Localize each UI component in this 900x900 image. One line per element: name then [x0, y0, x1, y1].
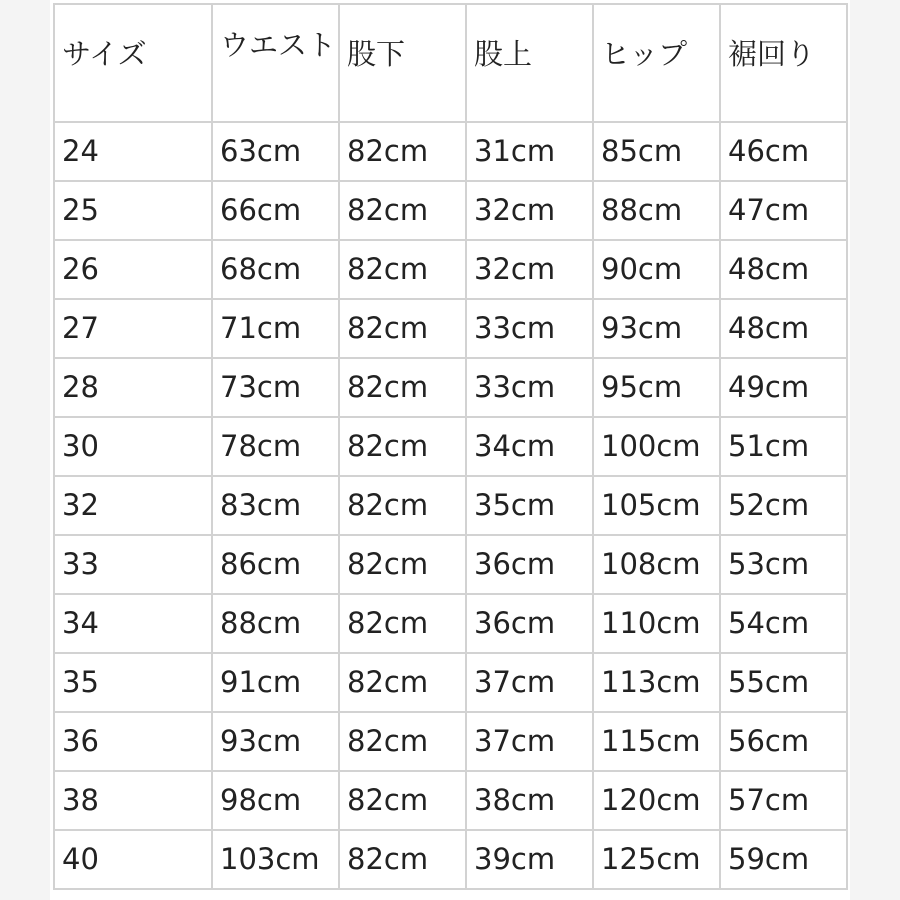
table-row: [54, 181, 847, 240]
cell-size: 25: [54, 181, 212, 240]
cell-inseam: 82cm: [339, 417, 466, 476]
cell-inseam: 82cm: [339, 712, 466, 771]
header-rise: 股上: [466, 4, 593, 122]
header-hip: ヒップ: [593, 4, 720, 122]
cell-rise: 37cm: [466, 653, 593, 712]
header-inseam: 股下: [339, 4, 466, 122]
header-hem-width: 裾回り: [720, 4, 847, 122]
cell-hip: 100cm: [593, 417, 720, 476]
cell-rise: 37cm: [466, 712, 593, 771]
cell-hip: 110cm: [593, 594, 720, 653]
cell-waist: 78cm: [212, 417, 339, 476]
table-row: [54, 476, 847, 535]
cell-size: 36: [54, 712, 212, 771]
cell-hem-width: 52cm: [720, 476, 847, 535]
cell-hem-width: 48cm: [720, 240, 847, 299]
cell-hem-width: 54cm: [720, 594, 847, 653]
cell-inseam: 82cm: [339, 122, 466, 181]
cell-size: 38: [54, 771, 212, 830]
cell-size: 33: [54, 535, 212, 594]
cell-hem-width: 53cm: [720, 535, 847, 594]
cell-waist: 86cm: [212, 535, 339, 594]
cell-inseam: 82cm: [339, 535, 466, 594]
cell-hip: 95cm: [593, 358, 720, 417]
cell-inseam: 82cm: [339, 830, 466, 889]
cell-hem-width: 48cm: [720, 299, 847, 358]
cell-inseam: 82cm: [339, 594, 466, 653]
cell-inseam: 82cm: [339, 358, 466, 417]
cell-rise: 32cm: [466, 181, 593, 240]
cell-hem-width: 46cm: [720, 122, 847, 181]
cell-waist: 103cm: [212, 830, 339, 889]
cell-size: 24: [54, 122, 212, 181]
cell-rise: 39cm: [466, 830, 593, 889]
cell-inseam: 82cm: [339, 299, 466, 358]
cell-hip: 85cm: [593, 122, 720, 181]
cell-size: 26: [54, 240, 212, 299]
cell-hip: 125cm: [593, 830, 720, 889]
header-row: [54, 4, 847, 122]
cell-waist: 71cm: [212, 299, 339, 358]
cell-hip: 90cm: [593, 240, 720, 299]
table-row: [54, 594, 847, 653]
header-size: サイズ: [54, 4, 212, 122]
cell-rise: 36cm: [466, 535, 593, 594]
table-row: [54, 417, 847, 476]
table-row: [54, 653, 847, 712]
cell-size: 32: [54, 476, 212, 535]
cell-size: 35: [54, 653, 212, 712]
cell-rise: 32cm: [466, 240, 593, 299]
cell-hem-width: 57cm: [720, 771, 847, 830]
cell-rise: 38cm: [466, 771, 593, 830]
cell-hem-width: 51cm: [720, 417, 847, 476]
cell-hem-width: 49cm: [720, 358, 847, 417]
cell-waist: 88cm: [212, 594, 339, 653]
cell-waist: 68cm: [212, 240, 339, 299]
cell-waist: 91cm: [212, 653, 339, 712]
cell-hip: 120cm: [593, 771, 720, 830]
cell-hip: 115cm: [593, 712, 720, 771]
cell-rise: 35cm: [466, 476, 593, 535]
cell-hem-width: 56cm: [720, 712, 847, 771]
cell-hip: 105cm: [593, 476, 720, 535]
table-header: [54, 4, 847, 122]
cell-waist: 63cm: [212, 122, 339, 181]
cell-waist: 83cm: [212, 476, 339, 535]
size-chart-container: [50, 0, 850, 900]
table-row: [54, 535, 847, 594]
table-row: [54, 122, 847, 181]
table-row: [54, 358, 847, 417]
cell-hip: 88cm: [593, 181, 720, 240]
cell-waist: 73cm: [212, 358, 339, 417]
cell-waist: 66cm: [212, 181, 339, 240]
table-row: [54, 771, 847, 830]
cell-hip: 93cm: [593, 299, 720, 358]
cell-rise: 33cm: [466, 299, 593, 358]
table-row: [54, 240, 847, 299]
cell-inseam: 82cm: [339, 476, 466, 535]
cell-size: 34: [54, 594, 212, 653]
cell-size: 28: [54, 358, 212, 417]
table-row: [54, 299, 847, 358]
cell-rise: 31cm: [466, 122, 593, 181]
cell-hem-width: 59cm: [720, 830, 847, 889]
cell-rise: 34cm: [466, 417, 593, 476]
cell-size: 30: [54, 417, 212, 476]
cell-inseam: 82cm: [339, 181, 466, 240]
size-chart-table: [53, 3, 848, 890]
cell-hem-width: 47cm: [720, 181, 847, 240]
cell-waist: 93cm: [212, 712, 339, 771]
cell-size: 40: [54, 830, 212, 889]
table-body: [54, 122, 847, 889]
cell-waist: 98cm: [212, 771, 339, 830]
cell-hip: 113cm: [593, 653, 720, 712]
cell-inseam: 82cm: [339, 240, 466, 299]
cell-size: 27: [54, 299, 212, 358]
cell-rise: 36cm: [466, 594, 593, 653]
header-waist: ウエスト: [212, 4, 339, 122]
cell-hip: 108cm: [593, 535, 720, 594]
table-row: [54, 712, 847, 771]
table-row: [54, 830, 847, 889]
cell-inseam: 82cm: [339, 771, 466, 830]
cell-inseam: 82cm: [339, 653, 466, 712]
cell-hem-width: 55cm: [720, 653, 847, 712]
cell-rise: 33cm: [466, 358, 593, 417]
